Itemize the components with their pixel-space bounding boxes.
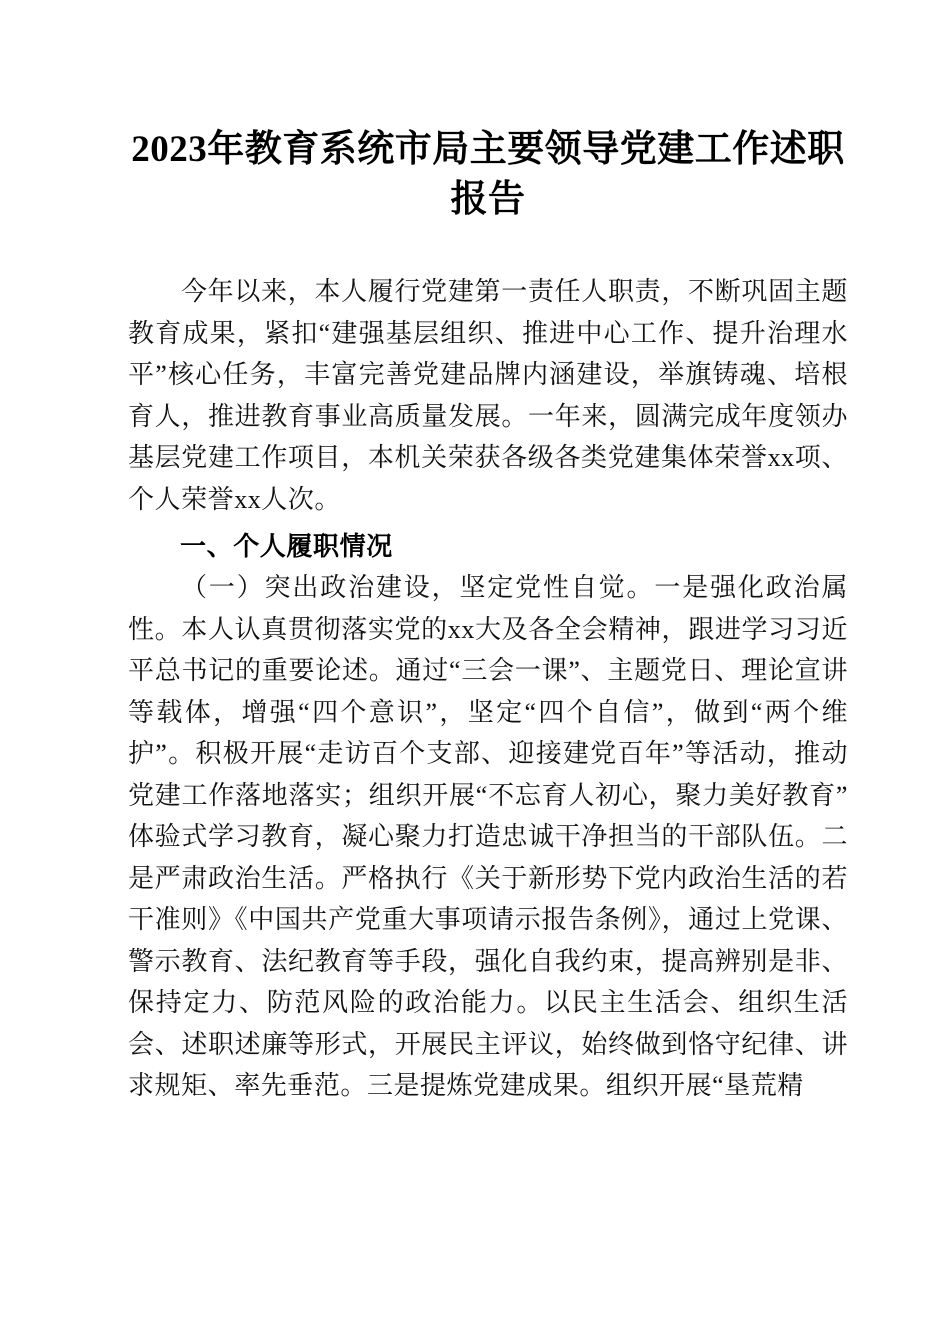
- page-title: 2023年教育系统市局主要领导党建工作述职报告: [131, 129, 845, 220]
- section-one-paragraph: （一）突出政治建设，坚定党性自觉。一是强化政治属性。本人认真贯彻落实党的xx大及各全会精神，跟进学习习近平总书记的重要论述。通过“三会一课”、主题党日、理论宣讲等载体，增强“四个意识”，坚定“四个自信”，做到“两个维护”。积极开展“走访百个支部、迎接建党百年”等活动，推动党建工作落地落实；组织开展“不忘育人初心，聚力美好教育”体验式学习教育，凝心聚力打造忠诚干净担当的干部队伍。二是严肃政治生活。严格执行《关于新形势下党内政治生活的若干准则》《中国共产党重大事项请示报告条例》，通过上党课、警示教育、法纪教育等手段，强化自我约束，提高辨别是非、保持定力、防范风险的政治能力。以民主生活会、组织生活会、述职述廉等形式，开展民主评议，始终做到恪守纪律、讲求规矩、率先垂范。三是提炼党建成果。组织开展“垦荒精: [128, 573, 848, 1100]
- title-body-spacer: [128, 225, 848, 271]
- opening-paragraph: 今年以来，本人履行党建第一责任人职责，不断巩固主题教育成果，紧扣“建强基层组织、推进中心工作、提升治理水平”核心任务，丰富完善党建品牌内涵建设，举旗铸魂、培根育人，推进教育事业高质量发展。一年来，圆满完成年度领办基层党建工作项目，本机关荣获各级各类党建集体荣誉xx项、个人荣誉xx人次。: [128, 277, 848, 514]
- section-heading-one: 一、个人履职情况: [180, 531, 393, 561]
- document-body: [128, 0, 848, 1107]
